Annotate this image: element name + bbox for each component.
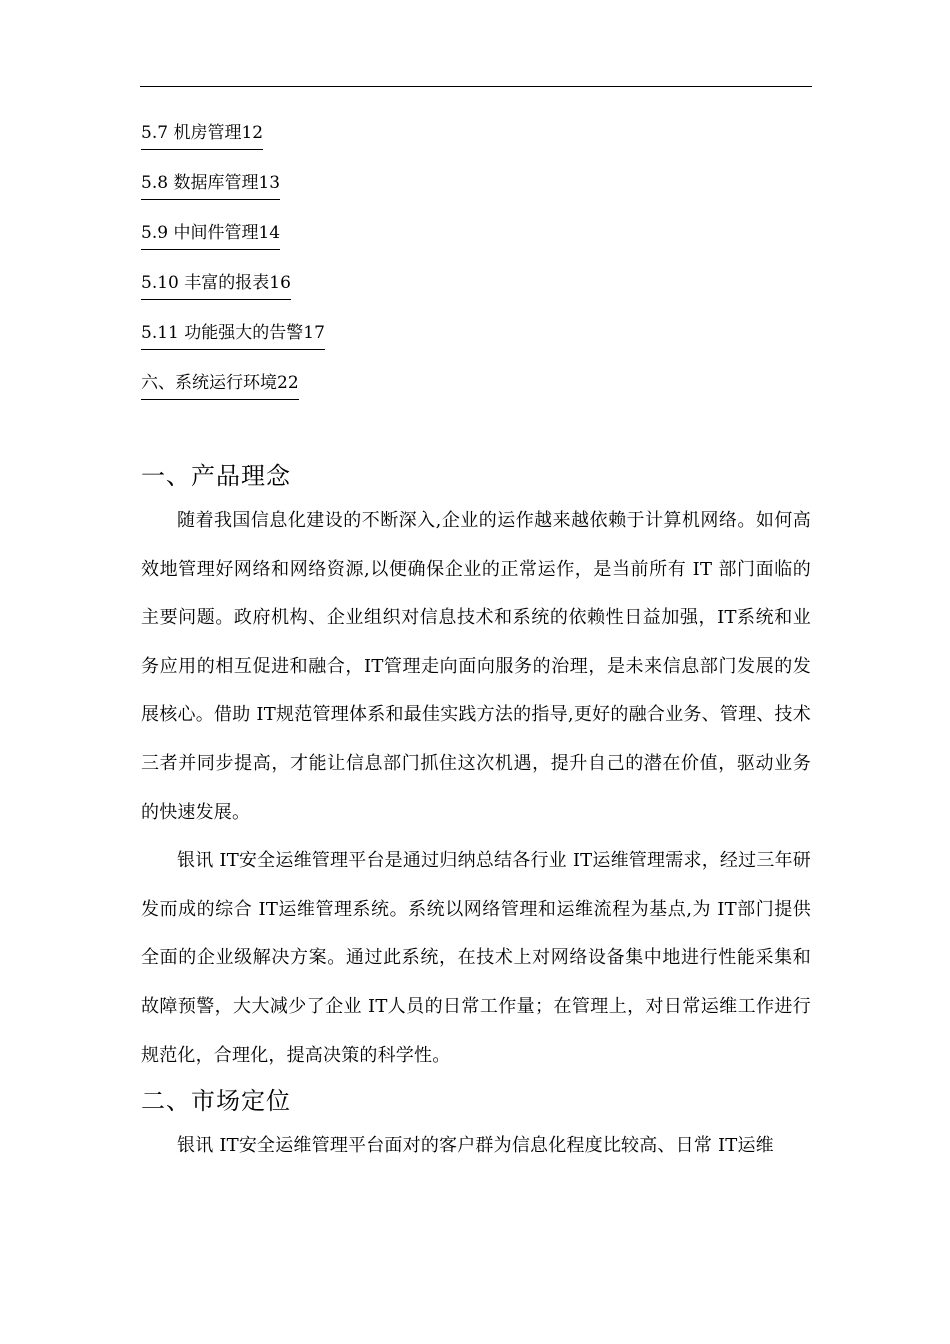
toc-page: 14 [258, 223, 281, 243]
toc-entry [141, 170, 813, 220]
section-heading-product-concept: 一、产品理念 [141, 462, 291, 490]
header-rule [140, 86, 812, 87]
body-paragraph: 银讯 IT安全运维管理平台是通过归纳总结各行业 IT运维管理需求，经过三年研发而成的综合 IT运维管理系统。系统以网络管理和运维流程为基点,为 IT部门提供全面的企业级解决方案。通过此系统，在技术上对网络设备集中地进行性能采集和故障预警，大大减少了企业 IT人员的日常工作量；在管理上，对日常运维工作进行规范化，合理化，提高决策的科学性。 [141, 850, 811, 1066]
toc-page: 17 [303, 323, 325, 343]
toc-link-5-8[interactable] [141, 170, 280, 200]
toc-label: 5.11 功能强大的告警 [141, 323, 304, 343]
toc-page: 13 [258, 173, 281, 193]
toc-link-5-10[interactable] [141, 270, 291, 300]
toc-label: 5.7 机房管理 [141, 123, 242, 143]
toc-page: 22 [277, 373, 299, 393]
toc-label: 六、系统运行环境 [141, 373, 277, 393]
toc-link-section-6[interactable] [141, 370, 299, 400]
toc-label: 5.9 中间件管理 [141, 223, 259, 243]
toc-page: 12 [241, 123, 264, 143]
toc-page: 16 [269, 273, 291, 293]
document-body [141, 455, 811, 1171]
body-paragraph: 随着我国信息化建设的不断深入,企业的运作越来越依赖于计算机网络。如何高效地管理好网络和网络资源,以便确保企业的正常运作，是当前所有 IT 部门面临的主要问题。政府机构、企业组织对信息技术和系统的依赖性日益加强，IT系统和业务应用的相互促进和融合，IT管理走向面向服务的治理，是未来信息部门发展的发展核心。借助 IT规范管理体系和最佳实践方法的指导,更好的融合业务、管理、技术三者并同步提高，才能让信息部门抓住这次机遇，提升自己的潜在价值，驱动业务的快速发展。 [141, 510, 811, 823]
toc-link-5-11[interactable] [141, 320, 325, 350]
toc-entry [141, 220, 813, 270]
toc-entry [141, 370, 813, 420]
toc-entry [141, 270, 813, 320]
body-paragraph: 银讯 IT安全运维管理平台面对的客户群为信息化程度比较高、日常 IT运维 [177, 1135, 774, 1157]
section-heading-market-positioning: 二、市场定位 [141, 1087, 291, 1116]
toc-entry [141, 320, 813, 370]
toc-link-5-7[interactable] [141, 120, 263, 150]
toc-link-5-9[interactable] [141, 220, 280, 250]
toc-label: 5.10 丰富的报表 [141, 273, 270, 293]
toc-label: 5.8 数据库管理 [141, 173, 259, 193]
toc-entry [141, 120, 813, 170]
table-of-contents [141, 120, 813, 420]
